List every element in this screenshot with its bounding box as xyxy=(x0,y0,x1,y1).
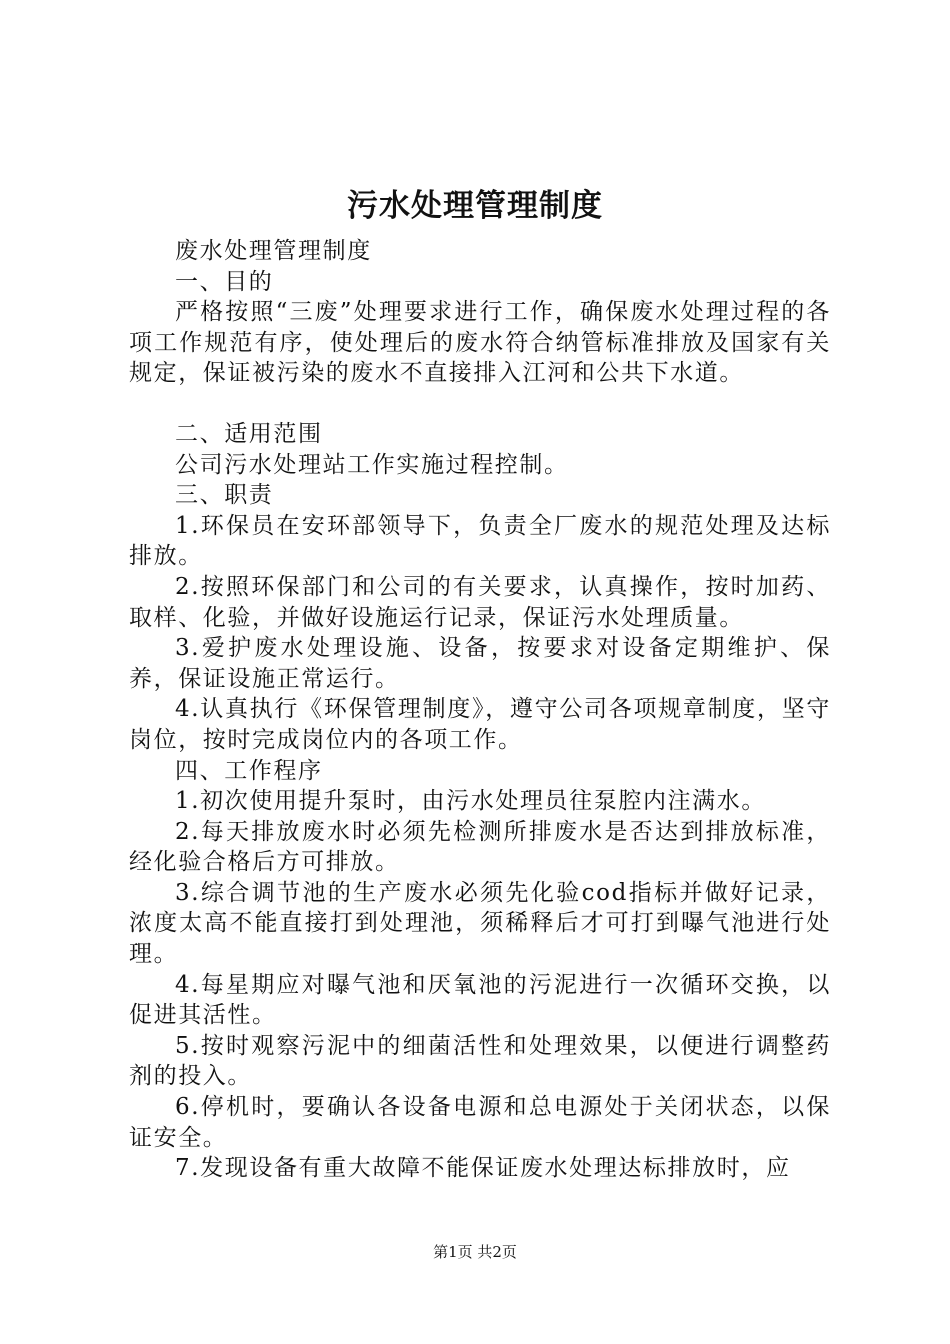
document-title: 污水处理管理制度 xyxy=(347,188,603,224)
paragraph-purpose: 严格按照“三废”处理要求进行工作，确保废水处理过程的各项工作规范有序，使处理后的废水符合纳管标准排放及国家有关规定，保证被污染的废水不直接排入江河和公共下水道。 xyxy=(129,299,831,387)
document-body xyxy=(129,236,831,1184)
heading-duties: 三、职责 xyxy=(175,482,274,509)
duty-item-4: 4.认真执行《环保管理制度》，遵守公司各项规章制度，坚守岗位，按时完成岗位内的各项工作。 xyxy=(129,696,831,753)
paragraph-subtitle: 废水处理管理制度 xyxy=(175,238,372,264)
procedure-item-4: 4.每星期应对曝气池和厌氧池的污泥进行一次循环交换，以促进其活性。 xyxy=(129,971,831,1029)
heading-procedure: 四、工作程序 xyxy=(175,757,323,784)
duty-item-3: 3.爱护废水处理设施、设备，按要求对设备定期维护、保养，保证设施正常运行。 xyxy=(129,635,831,692)
procedure-item-3: 3.综合调节池的生产废水必须先化验cod指标并做好记录，浓度太高不能直接打到处理池，须稀释后才可打到曝气池进行处理。 xyxy=(129,879,831,968)
duty-item-1: 1.环保员在安环部领导下，负责全厂废水的规范处理及达标排放。 xyxy=(129,512,831,570)
page-footer: 第1页 共2页 xyxy=(433,1243,517,1261)
paragraph-scope: 公司污水处理站工作实施过程控制。 xyxy=(175,451,569,478)
procedure-item-2: 2.每天排放废水时必须先检测所排废水是否达到排放标准，经化验合格后方可排放。 xyxy=(129,818,831,876)
heading-scope: 二、适用范围 xyxy=(175,420,323,447)
procedure-item-6: 6.停机时，要确认各设备电源和总电源处于关闭状态，以保证安全。 xyxy=(129,1094,831,1151)
procedure-item-7: 7.发现设备有重大故障不能保证废水处理达标排放时，应 xyxy=(175,1155,791,1182)
heading-purpose: 一、目的 xyxy=(175,268,274,295)
procedure-item-5: 5.按时观察污泥中的细菌活性和处理效果，以便进行调整药剂的投入。 xyxy=(129,1032,831,1090)
duty-item-2: 2.按照环保部门和公司的有关要求，认真操作，按时加药、取样、化验，并做好设施运行记录，保证污水处理质量。 xyxy=(129,573,831,631)
procedure-item-1: 1.初次使用提升泵时，由污水处理员往泵腔内注满水。 xyxy=(175,788,766,815)
